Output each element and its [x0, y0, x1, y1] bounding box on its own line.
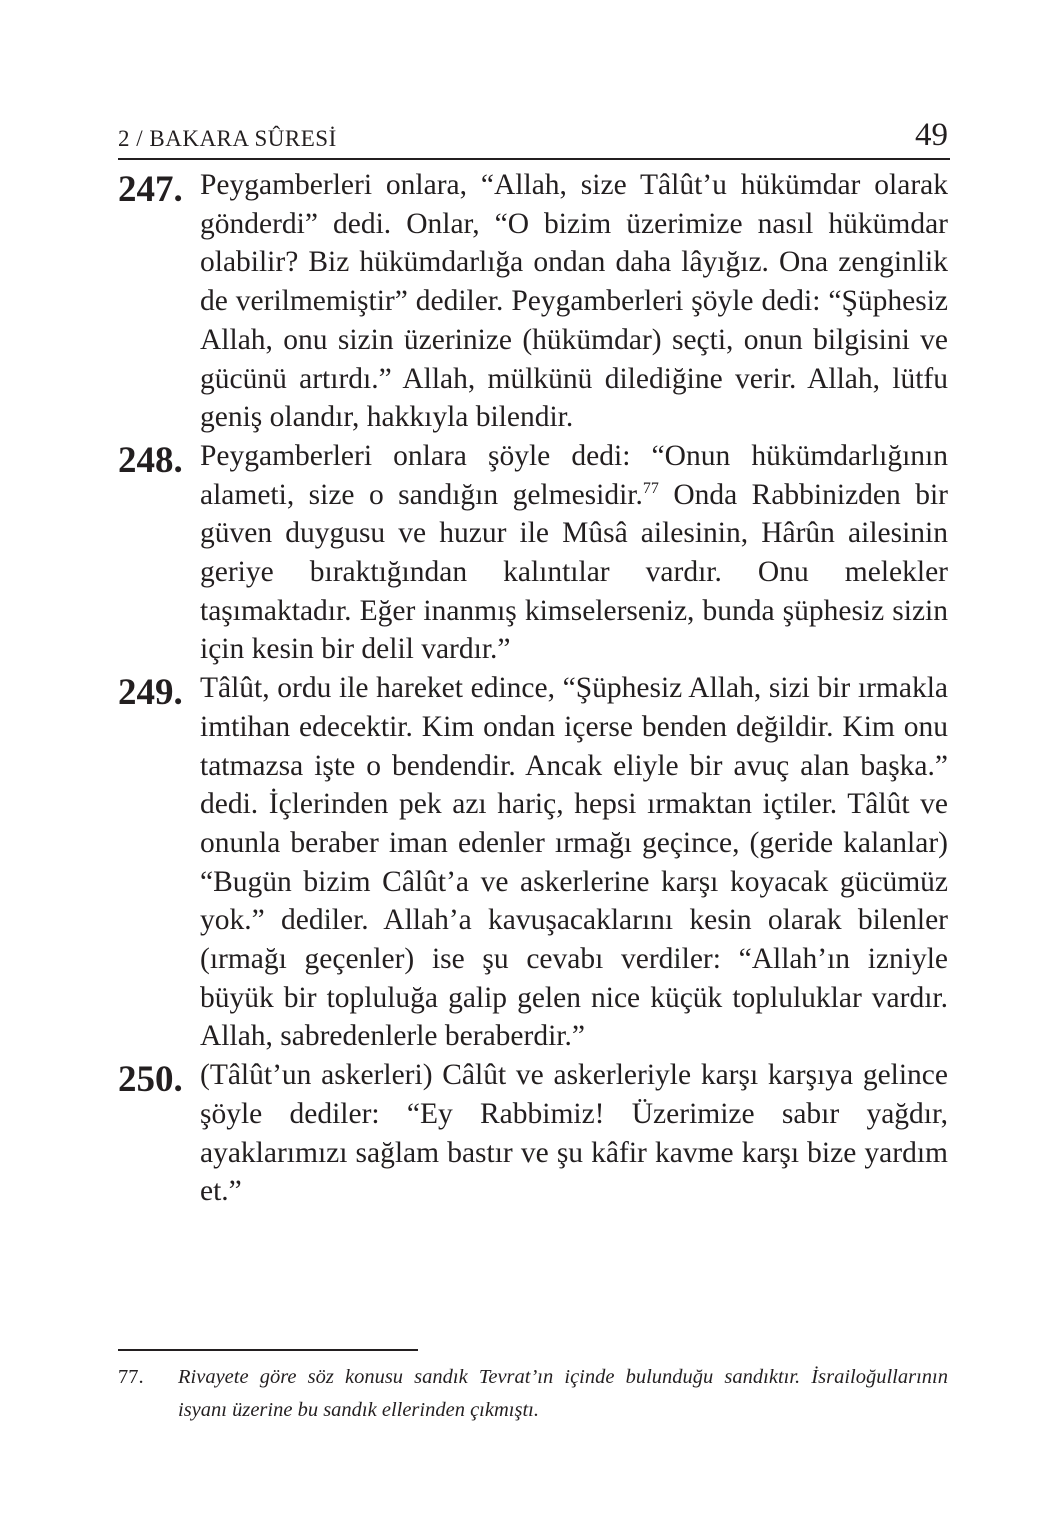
verse-number: 250.	[118, 1059, 183, 1101]
verse-text: Peygamberleri onlara, “Allah, size Tâlût’u hükümdar olarak gönderdi” dedi. Onlar, “O bizim üzerimize nasıl hükümdar olabilir? Biz hükümdarlığa ondan daha lâyığız. Ona zenginlik de verilmemiştir” dediler. Peygamberleri şöyle dedi: “Şüphesiz Allah, onu sizin üzerinize (hükümdar) seçti, onun bilgisini ve gücünü artırdı.” Allah, mülkünü dilediğine verir. Allah, lütfu geniş olandır, hakkıyla bilendir.	[200, 169, 948, 434]
verse-text	[200, 437, 948, 669]
page-number: 49	[915, 117, 948, 153]
verse-text: (Tâlût’un askerleri) Câlût ve askerleriyle karşı karşıya gelince şöyle dediler: “Ey Rabbimiz! Üzerimize sabır yağdır, ayaklarımızı sağlam bastır ve şu kâfir kavme karşı bize yardım et.”	[200, 1059, 948, 1208]
verse-249	[118, 669, 948, 1056]
running-head: 2 / BAKARA SÛRESİ	[118, 126, 337, 151]
footnote-text: Rivayete göre söz konusu sandık Tevrat’ın içinde bulunduğu sandıktır. İsrailoğullarının isyanı üzerine bu sandık ellerinden çıkmıştı.	[178, 1366, 948, 1421]
verse-number: 247.	[118, 169, 183, 210]
page-header	[118, 112, 950, 160]
footnote-number: 77.	[118, 1366, 144, 1388]
verse-248	[118, 437, 948, 669]
footnote-reference[interactable]: 77	[642, 479, 659, 497]
footnote	[118, 1361, 948, 1427]
verse-number: 248.	[118, 439, 183, 481]
verse-list	[118, 166, 948, 1211]
verse-text: Tâlût, ordu ile hareket edince, “Şüphesiz Allah, sizi bir ırmakla imtihan edecektir. Kim ondan içerse benden değildir. Kim onu tatmazsa işte o bendendir. Ancak eliyle bir avuç alan başka.” dedi. İçlerinden pek azı hariç, hepsi ırmaktan içtiler. Tâlût ve onunla beraber iman edenler ırmağı geçince, (geride kalanlar) “Bugün bizim Câlût’a ve askerlerine karşı koyacak gücümüz yok.” dediler. Allah’a kavuşacaklarını kesin olarak bilenler (ırmağı geçenler) ise şu cevabı verdiler: “Allah’ın izniyle büyük bir topluluğa galip gelen nice küçük topluluklar vardır. Allah, sabredenlerle beraberdir.”	[200, 672, 948, 1053]
footnote-divider	[118, 1349, 418, 1351]
verse-250	[118, 1056, 948, 1211]
verse-text-part: Peygamberleri onlara şöyle dedi: “Onun hükümdarlığının alameti, size o sandığın gelmesidir.	[200, 439, 948, 511]
verse-text-part: Onda Rabbinizden bir güven duygusu ve huzur ile Mûsâ ailesinin, Hârûn ailesinin geriye bıraktığından kalıntılar vardır. Onu melekler taşımaktadır. Eğer inanmış kimselerseniz, bunda şüphesiz sizin için kesin bir delil vardır.”	[200, 478, 948, 666]
verse-247	[118, 166, 948, 437]
verse-number: 249.	[118, 672, 183, 714]
